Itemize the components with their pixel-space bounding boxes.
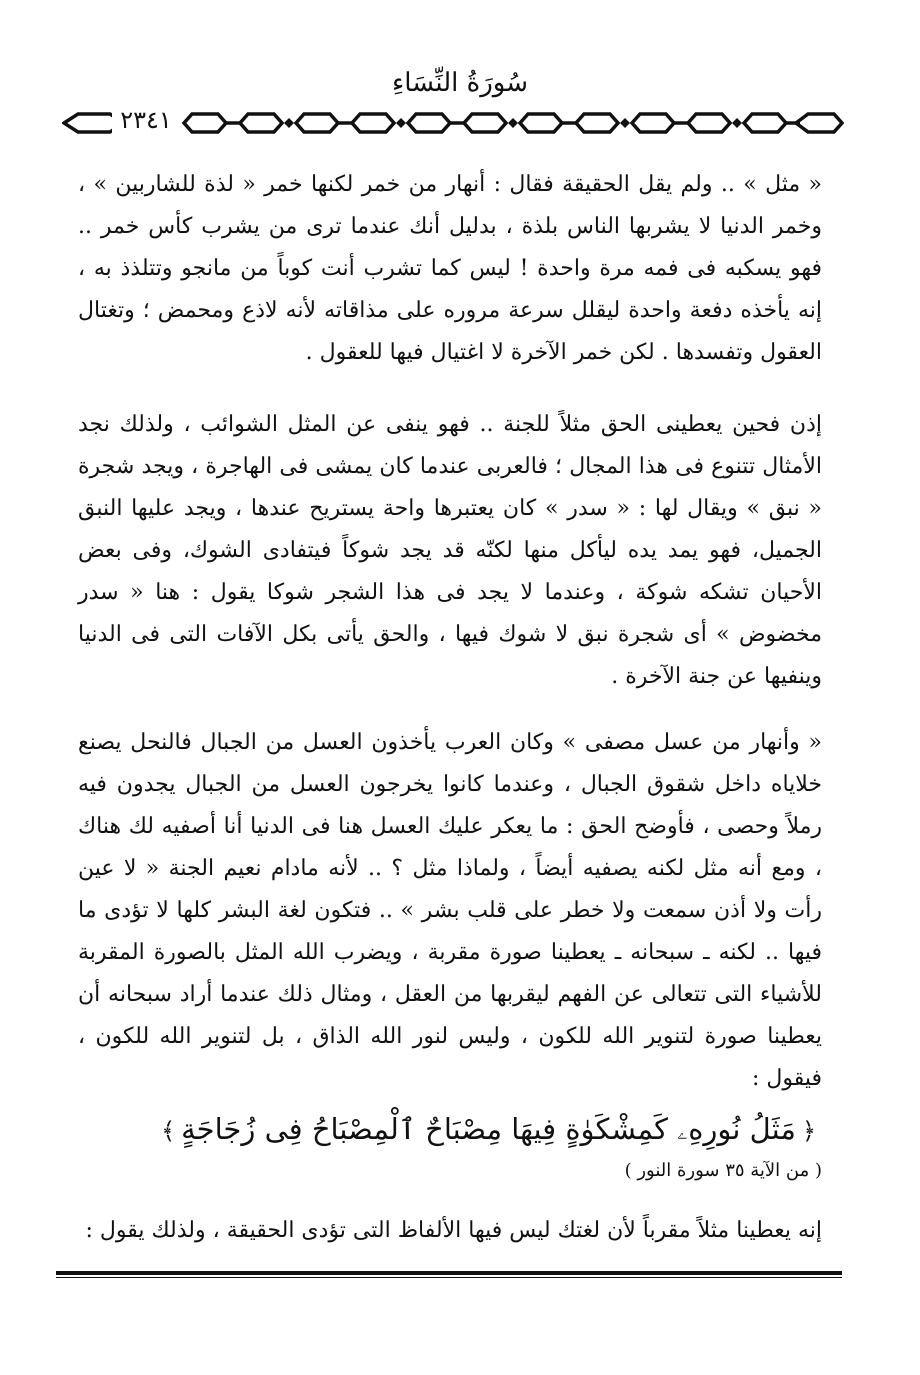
verse-reference: ( من الآية ٣٥ سورة النور ) <box>624 1160 822 1181</box>
paragraph-2: إذن فحين يعطينى الحق مثلاً للجنة .. فهو ينفى عن المثل الشوائب ، ولذلك نجد الأمثال تتنوع فى هذا المجال ؛ فالعربى عندما كان يمشى فى الهاجرة ، ويجد شجرة « نبق » ويقال لها : « سدر » كان يعتبرها واحة يستريح عندها ، ويجد عليها النبق الجميل، فهو يمد يده ليأكل منها لكنّه قد يجد شوكاً فيتفادى الشوك، وفى بعض الأحيان تشكه شوكة ، وعندما لا يجد فى هذا الشجر شوكا يقول : هنا « سدر مخضوض » أى شجرة نبق لا شوك فيها ، والحق يأتى بكل الآفات التى فى الدنيا وينفيها عن جنة الآخرة . <box>78 412 822 689</box>
paragraph-4: إنه يعطينا مثلاً مقرباً لأن لغتك ليس فيها الألفاظ التى تؤدى الحقيقة ، ولذلك يقول : <box>85 1218 822 1243</box>
verse-text: مَثَلُ نُورِهِۦ كَمِشْكَوٰةٍ فِيهَا مِصْبَاحٌ ٱلْمِصْبَاحُ فِى زُجَاجَةٍ <box>181 1112 796 1146</box>
page-number: ٢٣٤١ <box>112 103 180 137</box>
verse-open-ornament: ﴿ <box>801 1117 816 1145</box>
paragraph-1: « مثل » .. ولم يقل الحقيقة فقال : أنهار من خمر لكنها خمر « لذة للشاربين » ، وخمر الدنيا لا يشربها الناس بلذة ، بدليل أنك عندما ترى من يشرب كأس خمر .. فهو يسكبه فى فمه مرة واحدة ! ليس كما تشرب أنت كوباً من مانجو وتتلذذ به ، إنه يأخذه دفعة واحدة ليقلل سرعة مروره على مذاقاته لأنه لاذع ومحمض ؛ وتغتال العقول وتفسدها . لكن خمر الآخرة لا اغتيال فيها للعقول . <box>78 172 822 365</box>
verse-close-ornament: ﴾ <box>161 1117 176 1145</box>
paragraph-3: « وأنهار من عسل مصفى » وكان العرب يأخذون العسل من الجبال فالنحل يصنع خلاياه داخل شقوق الجبال ، وعندما كانوا يخرجون العسل من الجبال يجدون فيه رملاً وحصى ، فأوضح الحق : ما يعكر عليك العسل هنا فى الدنيا أنا أصفيه لك هناك ، ومع أنه مثل لكنه يصفيه أيضاً ، ولماذا مثل ؟ .. لأنه مادام نعيم الجنة « لا عين رأت ولا أذن سمعت ولا خطر على قلب بشر » .. فتكون لغة البشر كلها لا تؤدى ما فيها .. لكنه ـ سبحانه ـ يعطينا صورة مقربة ، ويضرب الله المثل بالصورة المقربة للأشياء التى تتعالى عن الفهم ليقربها من العقل ، ومثال ذلك عندما أراد سبحانه أن يعطينا صورة لتنوير الله للكون ، وليس لنور الله الذاق ، بل لتنوير الله للكون ، فيقول : <box>78 730 822 1091</box>
page-body <box>78 164 822 1252</box>
bottom-rule <box>56 1271 842 1275</box>
quran-verse <box>78 1104 822 1156</box>
bottom-rule-thin <box>56 1277 842 1278</box>
surah-title: سُورَةُ النِّسَاءِ <box>392 68 528 98</box>
